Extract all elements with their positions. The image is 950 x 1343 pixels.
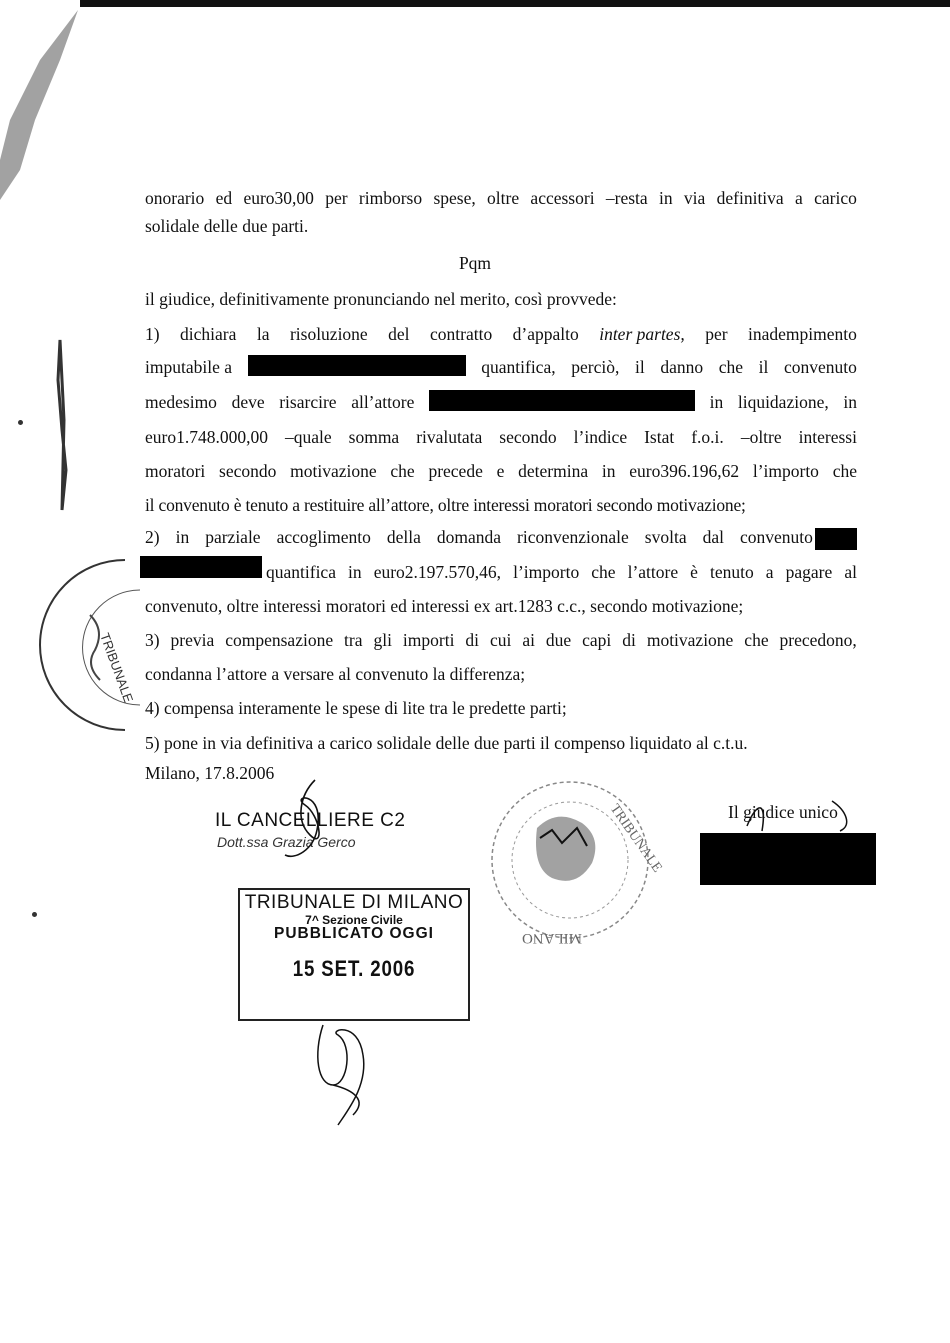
text-line-11: quantifica in euro2.197.570,46, l’importo che l’attore è tenuto a pagare al [266,562,857,582]
cancelliere-label: IL CANCELLIERE C2 [215,810,406,831]
scan-top-edge [80,0,950,7]
giudice-label: Il giudice unico [728,802,838,822]
seal-right [482,768,665,958]
scan-dot [32,912,37,917]
redaction-bar [815,528,857,550]
scan-left-shadow [0,0,90,560]
text-line-13: 3) previa compensazione tra gli importi di cui ai due capi di motivazione che precedono, [145,630,857,650]
seal-right-text: TRIBUNALE [606,801,665,876]
redaction-bar [248,355,466,376]
cancelliere-signature [255,775,375,865]
text-line-8: moratori secondo motivazione che precede e determina in euro396.196,62 l’importo che [145,461,857,481]
text-line-9: il convenuto è tenuto a restituire all’attore, oltre interessi moratori secondo motivazione; [145,495,746,515]
stamp-published: PUBBLICATO OGGI [274,925,434,942]
text-line-4: 1) dichiara la risoluzione del contratto d’appalto inter partes, per inadempimento [145,324,857,344]
seal-left-text: TRIBUNALE [97,630,137,705]
stamp-section: 7^ Sezione Civile [305,913,403,927]
cancelliere-name: Dott.ssa Grazia Gerco [217,834,356,850]
text-line-12: convenuto, oltre interessi moratori ed interessi ex art.1283 c.c., secondo motivazione; [145,596,744,616]
scan-dot [18,420,23,425]
stamp-court: TRIBUNALE DI MILANO [244,892,464,913]
giudice-signature [742,796,862,836]
redaction-bar [700,833,876,885]
seal-bottom-text: MILANO [522,930,582,946]
redaction-bar [429,390,695,411]
text-line-10: 2) in parziale accoglimento della domanda riconvenzionale svolta dal convenuto [145,527,813,547]
text-line-15: 4) compensa interamente le spese di lite tra le predette parti; [145,698,567,718]
date-line: Milano, 17.8.2006 [145,763,275,783]
text-line-3: il giudice, definitivamente pronunciando nel merito, così provvede: [145,289,617,309]
text-line-14: condanna l’attore a versare al convenuto la differenza; [145,664,526,684]
text-line-6: medesimo deve risarcire all’attore in liquidazione, in [145,392,857,412]
text-line-16: 5) pone in via definitiva a carico solidale delle due parti il compenso liquidato al c.t.u. [145,733,748,753]
stamp-date: 15 SET. 2006 [292,956,416,981]
pqm-heading: Pqm [458,253,492,273]
text-line-1: onorario ed euro30,00 per rimborso spese, oltre accessori –resta in via definitiva a carico [145,188,857,208]
bottom-signature [308,1015,378,1130]
seal-left [70,555,160,740]
text-line-5: imputabile a quantifica, perciò, il danno che il convenuto [145,357,857,377]
text-line-2: solidale delle due parti. [145,216,309,236]
publication-stamp [238,888,470,1021]
text-line-7: euro1.748.000,00 –quale somma rivalutata secondo l’indice Istat f.o.i. –oltre interessi [145,427,857,447]
